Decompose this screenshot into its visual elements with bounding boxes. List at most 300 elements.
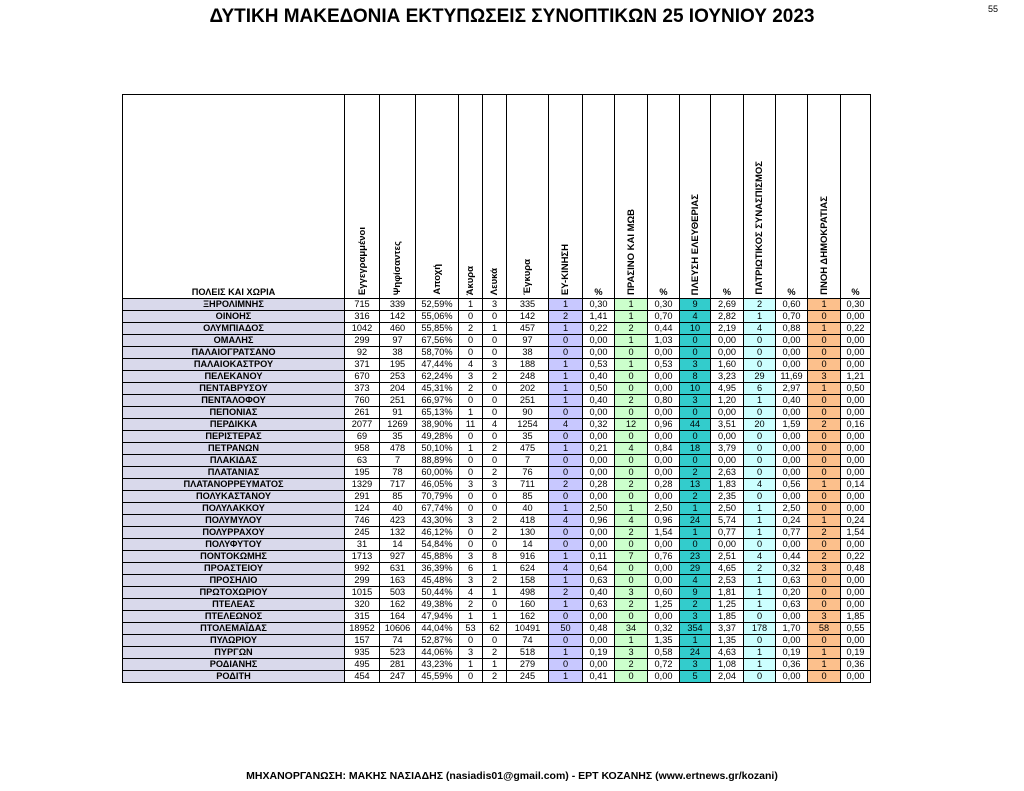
village-name: ΠΟΛΥΛΑΚΚΟΥ <box>123 503 345 515</box>
table-cell: 24 <box>680 515 711 527</box>
table-row <box>123 599 871 611</box>
table-cell: 0,00 <box>841 443 871 455</box>
table-cell: 0 <box>808 395 841 407</box>
table-cell: 0,63 <box>583 599 615 611</box>
table-cell: 0 <box>615 563 648 575</box>
table-cell: 0,00 <box>648 467 680 479</box>
table-cell: 518 <box>507 647 549 659</box>
table-cell: 0,00 <box>841 359 871 371</box>
table-cell: 0 <box>459 539 483 551</box>
table-cell: 2 <box>680 491 711 503</box>
table-cell: 4 <box>549 563 583 575</box>
table-cell: 0,00 <box>648 383 680 395</box>
table-cell: 4 <box>744 479 776 491</box>
table-row <box>123 611 871 623</box>
table-cell: 44,06% <box>416 647 459 659</box>
table-cell: 40 <box>380 503 416 515</box>
table-cell: 3 <box>483 359 507 371</box>
table-cell: 1 <box>549 647 583 659</box>
table-cell: 7 <box>615 551 648 563</box>
table-cell: 0 <box>680 539 711 551</box>
table-cell: 0,28 <box>648 479 680 491</box>
table-cell: 0,00 <box>841 587 871 599</box>
table-cell: 1 <box>744 395 776 407</box>
table-cell: 0,00 <box>648 575 680 587</box>
table-cell: 43,30% <box>416 515 459 527</box>
table-cell: 0 <box>483 491 507 503</box>
table-cell: 1 <box>615 311 648 323</box>
table-cell: 2,97 <box>776 383 808 395</box>
table-cell: 711 <box>507 479 549 491</box>
table-cell: 50,10% <box>416 443 459 455</box>
table-cell: 4 <box>680 575 711 587</box>
header-label: Έγκυρα <box>522 259 533 295</box>
table-cell: 4,63 <box>711 647 744 659</box>
table-cell: 62 <box>483 623 507 635</box>
table-cell: 2 <box>483 527 507 539</box>
header-label: Εγγεγραμμένοι <box>356 226 368 295</box>
table-cell: 0 <box>549 611 583 623</box>
table-cell: 1 <box>483 611 507 623</box>
table-cell: 38 <box>380 347 416 359</box>
header-col-4 <box>459 95 483 299</box>
table-cell: 0 <box>808 503 841 515</box>
table-cell: 0 <box>808 491 841 503</box>
header-label: Αποχή <box>431 264 443 295</box>
table-cell: 0 <box>808 575 841 587</box>
table-cell: 1,70 <box>776 623 808 635</box>
table-cell: 3 <box>459 647 483 659</box>
table-cell: 67,74% <box>416 503 459 515</box>
table-row <box>123 419 871 431</box>
table-cell: 4 <box>680 311 711 323</box>
table-cell: 1 <box>549 383 583 395</box>
village-name: ΠΥΛΩΡΙΟΥ <box>123 635 345 647</box>
table-cell: 9 <box>680 587 711 599</box>
table-cell: 746 <box>345 515 380 527</box>
table-cell: 0,00 <box>648 539 680 551</box>
table-cell: 299 <box>345 335 380 347</box>
table-cell: 1 <box>549 599 583 611</box>
table-cell: 0,00 <box>583 467 615 479</box>
village-name: ΠΛΑΤΑΝΙΑΣ <box>123 467 345 479</box>
table-cell: 45,88% <box>416 551 459 563</box>
table-cell: 47,94% <box>416 611 459 623</box>
table-cell: 3 <box>459 575 483 587</box>
table-cell: 248 <box>507 371 549 383</box>
table-cell: 8 <box>483 551 507 563</box>
table-cell: 423 <box>380 515 416 527</box>
table-cell: 2 <box>549 587 583 599</box>
table-cell: 3 <box>680 659 711 671</box>
table-cell: 0,00 <box>776 407 808 419</box>
table-cell: 50 <box>549 623 583 635</box>
table-cell: 0 <box>744 335 776 347</box>
table-cell: 0,70 <box>776 311 808 323</box>
table-cell: 1 <box>744 527 776 539</box>
table-cell: 8 <box>680 371 711 383</box>
table-cell: 2 <box>483 671 507 683</box>
table-cell: 2 <box>459 383 483 395</box>
table-cell: 495 <box>345 659 380 671</box>
header-label: ΠΡΑΣΙΝΟ ΚΑΙ ΜΩΒ <box>625 209 637 295</box>
table-cell: 0 <box>483 407 507 419</box>
table-cell: 0,00 <box>841 455 871 467</box>
village-name: ΠΟΛΥΜΥΛΟΥ <box>123 515 345 527</box>
table-cell: 0,00 <box>583 431 615 443</box>
table-cell: 0 <box>459 395 483 407</box>
table-row <box>123 443 871 455</box>
table-cell: 0,44 <box>648 323 680 335</box>
village-name: ΠΟΛΥΡΡΑΧΟΥ <box>123 527 345 539</box>
table-cell: 74 <box>507 635 549 647</box>
table-cell: 0 <box>808 467 841 479</box>
table-cell: 478 <box>380 443 416 455</box>
table-cell: 0 <box>483 599 507 611</box>
table-cell: 2,51 <box>711 551 744 563</box>
table-cell: 178 <box>744 623 776 635</box>
village-name: ΠΑΛΑΙΟΓΡΑΤΣΑΝΟ <box>123 347 345 359</box>
table-cell: 3 <box>808 563 841 575</box>
village-name: ΠΕΡΙΣΤΕΡΑΣ <box>123 431 345 443</box>
table-cell: 0 <box>549 347 583 359</box>
table-row <box>123 515 871 527</box>
village-name: ΠΛΑΤΑΝΟΡΡΕΥΜΑΤΟΣ <box>123 479 345 491</box>
table-cell: 0 <box>615 611 648 623</box>
table-cell: 0,00 <box>583 635 615 647</box>
table-cell: 0 <box>459 431 483 443</box>
table-cell: 1254 <box>507 419 549 431</box>
table-cell: 1015 <box>345 587 380 599</box>
table-cell: 0,40 <box>583 395 615 407</box>
table-cell: 2 <box>615 479 648 491</box>
table-cell: 3 <box>459 515 483 527</box>
table-cell: 1 <box>483 587 507 599</box>
table-cell: 1 <box>744 575 776 587</box>
table-cell: 0,00 <box>648 491 680 503</box>
table-cell: 14 <box>380 539 416 551</box>
header-percent: % <box>776 95 808 299</box>
table-cell: 2,50 <box>776 503 808 515</box>
table-row <box>123 359 871 371</box>
header-percent: % <box>583 95 615 299</box>
table-cell: 1,35 <box>711 635 744 647</box>
footer-credit: ΜΗΧΑΝΟΡΓΑΝΩΣΗ: ΜΑΚΗΣ ΝΑΣΙΑΔΗΣ (nasiadis01@gmail.com) - ΕΡΤ ΚΟΖΑΝΗΣ (www.ertnews.gr/kozani) <box>246 770 778 782</box>
table-cell: 4 <box>549 515 583 527</box>
header-label: Άκυρα <box>465 265 476 295</box>
table-cell: 1 <box>744 659 776 671</box>
table-cell: 1 <box>459 443 483 455</box>
table-cell: 85 <box>507 491 549 503</box>
header-col-11 <box>680 95 711 299</box>
table-cell: 0,58 <box>648 647 680 659</box>
table-cell: 0,11 <box>583 551 615 563</box>
table-cell: 0 <box>615 575 648 587</box>
table-cell: 247 <box>380 671 416 683</box>
table-cell: 0 <box>808 635 841 647</box>
table-cell: 43,23% <box>416 659 459 671</box>
table-cell: 0,30 <box>583 299 615 311</box>
table-cell: 0 <box>459 467 483 479</box>
table-cell: 0,50 <box>583 383 615 395</box>
table-cell: 195 <box>345 467 380 479</box>
table-cell: 0,63 <box>776 599 808 611</box>
table-cell: 62,24% <box>416 371 459 383</box>
table-cell: 0 <box>615 491 648 503</box>
village-name: ΠΤΟΛΕΜΑΪΔΑΣ <box>123 623 345 635</box>
table-row <box>123 623 871 635</box>
table-cell: 0,00 <box>583 347 615 359</box>
table-cell: 0,00 <box>841 407 871 419</box>
table-row <box>123 479 871 491</box>
table-cell: 0,22 <box>841 551 871 563</box>
table-cell: 63 <box>345 455 380 467</box>
table-cell: 2 <box>808 551 841 563</box>
table-cell: 2 <box>459 599 483 611</box>
table-cell: 1,20 <box>711 395 744 407</box>
table-cell: 88,89% <box>416 455 459 467</box>
table-cell: 0,53 <box>583 359 615 371</box>
table-cell: 204 <box>380 383 416 395</box>
table-cell: 35 <box>380 431 416 443</box>
table-cell: 124 <box>345 503 380 515</box>
table-cell: 0,00 <box>841 671 871 683</box>
table-cell: 0,24 <box>841 515 871 527</box>
table-cell: 1 <box>615 359 648 371</box>
table-cell: 0,56 <box>776 479 808 491</box>
village-name: ΠΛΑΚΙΔΑΣ <box>123 455 345 467</box>
table-cell: 0 <box>615 671 648 683</box>
table-cell: 0,19 <box>776 647 808 659</box>
village-name: ΠΟΝΤΟΚΩΜΗΣ <box>123 551 345 563</box>
header-col-7 <box>549 95 583 299</box>
table-cell: 2 <box>483 443 507 455</box>
table-cell: 0,80 <box>648 395 680 407</box>
table-cell: 0,41 <box>583 671 615 683</box>
table-cell: 0 <box>549 635 583 647</box>
table-cell: 1 <box>459 611 483 623</box>
table-cell: 195 <box>380 359 416 371</box>
table-cell: 6 <box>744 383 776 395</box>
table-row <box>123 503 871 515</box>
table-cell: 36,39% <box>416 563 459 575</box>
table-cell: 0,00 <box>841 467 871 479</box>
table-cell: 0 <box>808 335 841 347</box>
table-cell: 0,76 <box>648 551 680 563</box>
table-cell: 717 <box>380 479 416 491</box>
table-cell: 1 <box>483 659 507 671</box>
table-cell: 3 <box>680 611 711 623</box>
table-cell: 0 <box>808 539 841 551</box>
table-cell: 0,72 <box>648 659 680 671</box>
table-cell: 0 <box>549 335 583 347</box>
table-cell: 13 <box>680 479 711 491</box>
table-cell: 10491 <box>507 623 549 635</box>
table-cell: 0,28 <box>583 479 615 491</box>
table-cell: 0,00 <box>583 527 615 539</box>
table-cell: 1 <box>615 335 648 347</box>
table-cell: 97 <box>380 335 416 347</box>
table-cell: 1 <box>483 563 507 575</box>
table-cell: 1,54 <box>841 527 871 539</box>
table-cell: 1 <box>615 503 648 515</box>
table-cell: 0 <box>549 527 583 539</box>
table-cell: 0 <box>615 431 648 443</box>
table-cell: 0,00 <box>583 335 615 347</box>
table-cell: 3 <box>680 395 711 407</box>
table-cell: 40 <box>507 503 549 515</box>
table-cell: 0 <box>808 443 841 455</box>
village-name: ΠΟΛΥΦΥΤΟΥ <box>123 539 345 551</box>
table-cell: 0,00 <box>583 491 615 503</box>
table-cell: 2,69 <box>711 299 744 311</box>
table-cell: 2 <box>680 599 711 611</box>
table-cell: 281 <box>380 659 416 671</box>
table-cell: 0 <box>459 311 483 323</box>
table-row <box>123 323 871 335</box>
table-cell: 0,00 <box>648 347 680 359</box>
page-number: 55 <box>987 4 998 14</box>
village-name: ΠΡΩΤΟΧΩΡΙΟΥ <box>123 587 345 599</box>
table-cell: 0,00 <box>583 611 615 623</box>
table-cell: 0 <box>483 335 507 347</box>
village-name: ΠΤΕΛΕΩΝΟΣ <box>123 611 345 623</box>
table-cell: 0,77 <box>776 527 808 539</box>
table-cell: 0 <box>459 671 483 683</box>
table-cell: 2,53 <box>711 575 744 587</box>
table-cell: 1 <box>808 647 841 659</box>
village-name: ΡΟΔΙΑΝΗΣ <box>123 659 345 671</box>
table-row <box>123 407 871 419</box>
table-cell: 498 <box>507 587 549 599</box>
table-cell: 12 <box>615 419 648 431</box>
table-cell: 163 <box>380 575 416 587</box>
table-cell: 0 <box>615 455 648 467</box>
table-cell: 0,00 <box>711 335 744 347</box>
table-cell: 0 <box>459 527 483 539</box>
table-cell: 1,85 <box>711 611 744 623</box>
table-cell: 0,00 <box>648 611 680 623</box>
table-cell: 74 <box>380 635 416 647</box>
table-cell: 0,22 <box>583 323 615 335</box>
table-cell: 299 <box>345 575 380 587</box>
table-cell: 0 <box>744 443 776 455</box>
table-cell: 371 <box>345 359 380 371</box>
table-cell: 10 <box>680 383 711 395</box>
table-cell: 4 <box>744 551 776 563</box>
table-cell: 2,04 <box>711 671 744 683</box>
table-row <box>123 491 871 503</box>
table-cell: 3 <box>459 371 483 383</box>
table-cell: 1 <box>483 323 507 335</box>
table-cell: 45,59% <box>416 671 459 683</box>
table-cell: 29 <box>744 371 776 383</box>
table-cell: 3 <box>615 587 648 599</box>
table-cell: 1 <box>808 323 841 335</box>
table-cell: 2,35 <box>711 491 744 503</box>
table-cell: 1,35 <box>648 635 680 647</box>
table-cell: 0,36 <box>776 659 808 671</box>
table-cell: 1,54 <box>648 527 680 539</box>
header-label: ΕΥ-ΚΙΝΗΣΗ <box>560 243 571 295</box>
table-cell: 1 <box>549 323 583 335</box>
table-cell: 1,60 <box>711 359 744 371</box>
table-row <box>123 647 871 659</box>
table-cell: 157 <box>345 635 380 647</box>
table-cell: 0,00 <box>841 311 871 323</box>
table-row <box>123 575 871 587</box>
table-cell: 1 <box>680 503 711 515</box>
village-name: ΠΑΛΑΙΟΚΑΣΤΡΟΥ <box>123 359 345 371</box>
table-cell: 0,00 <box>776 635 808 647</box>
table-cell: 2 <box>549 479 583 491</box>
table-cell: 0 <box>483 539 507 551</box>
table-cell: 162 <box>507 611 549 623</box>
table-cell: 20 <box>744 419 776 431</box>
village-name: ΟΜΑΛΗΣ <box>123 335 345 347</box>
table-cell: 0 <box>744 467 776 479</box>
table-cell: 2 <box>744 563 776 575</box>
table-row <box>123 383 871 395</box>
table-cell: 7 <box>380 455 416 467</box>
table-cell: 0 <box>808 407 841 419</box>
table-cell: 0,00 <box>841 491 871 503</box>
table-cell: 1 <box>744 587 776 599</box>
table-cell: 0,00 <box>841 347 871 359</box>
table-cell: 0,20 <box>776 587 808 599</box>
table-cell: 45,31% <box>416 383 459 395</box>
table-cell: 0,63 <box>583 575 615 587</box>
table-cell: 3 <box>615 647 648 659</box>
table-cell: 0,00 <box>776 539 808 551</box>
table-cell: 1 <box>549 395 583 407</box>
table-row <box>123 335 871 347</box>
table-row <box>123 551 871 563</box>
table-cell: 2 <box>615 659 648 671</box>
table-cell: 624 <box>507 563 549 575</box>
table-cell: 0 <box>744 611 776 623</box>
table-cell: 0 <box>680 455 711 467</box>
table-cell: 0 <box>483 455 507 467</box>
table-cell: 1 <box>549 551 583 563</box>
table-cell: 0 <box>808 599 841 611</box>
table-cell: 1 <box>459 299 483 311</box>
table-cell: 0 <box>459 491 483 503</box>
table-cell: 2 <box>808 527 841 539</box>
table-cell: 202 <box>507 383 549 395</box>
table-cell: 14 <box>507 539 549 551</box>
table-cell: 2,50 <box>648 503 680 515</box>
table-cell: 0,96 <box>583 515 615 527</box>
table-cell: 0 <box>549 455 583 467</box>
table-cell: 3 <box>808 611 841 623</box>
table-row <box>123 311 871 323</box>
table-cell: 1,03 <box>648 335 680 347</box>
table-cell: 2 <box>808 419 841 431</box>
table-cell: 0,30 <box>648 299 680 311</box>
table-row <box>123 587 871 599</box>
results-table <box>122 94 871 683</box>
table-cell: 3 <box>459 551 483 563</box>
table-cell: 1269 <box>380 419 416 431</box>
table-cell: 10606 <box>380 623 416 635</box>
table-row <box>123 455 871 467</box>
table-cell: 354 <box>680 623 711 635</box>
table-cell: 0 <box>744 407 776 419</box>
table-cell: 0 <box>808 431 841 443</box>
table-cell: 0,21 <box>583 443 615 455</box>
table-cell: 1 <box>459 407 483 419</box>
